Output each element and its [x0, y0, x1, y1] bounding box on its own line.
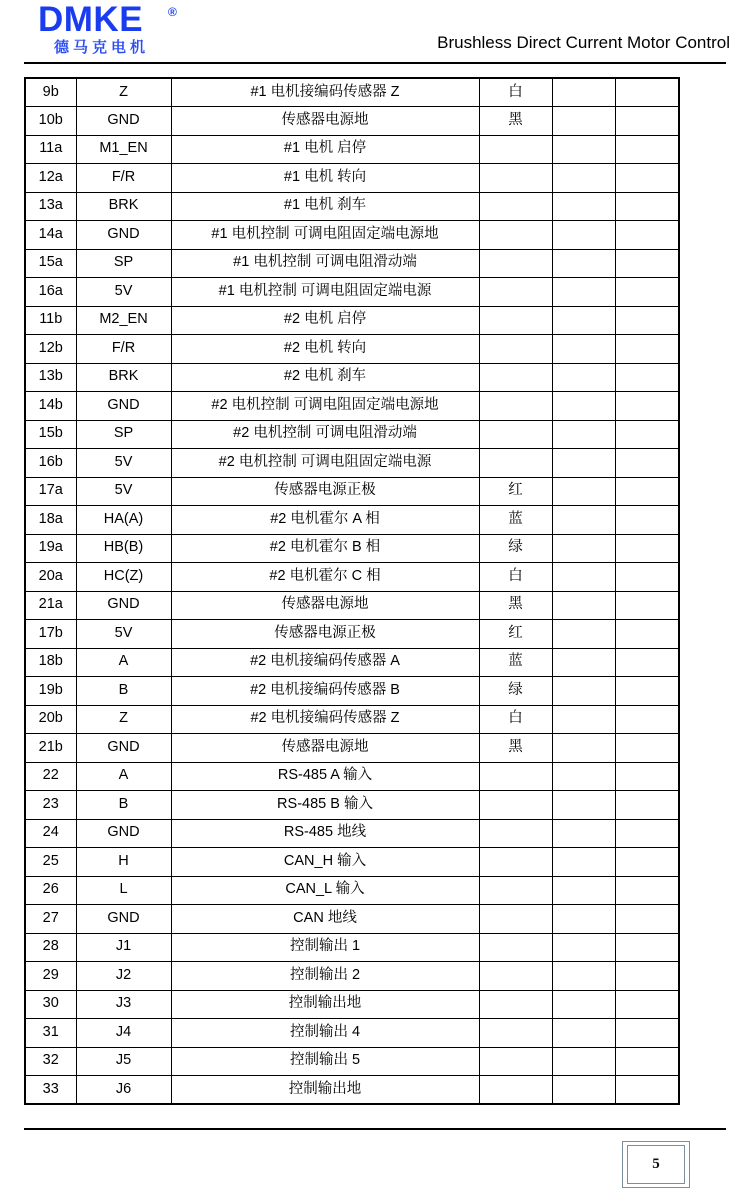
- cell-extra-1: [552, 563, 615, 592]
- cell-extra-1: [552, 107, 615, 136]
- cell-signal: GND: [76, 392, 171, 421]
- cell-description: #2 电机控制 可调电阻滑动端: [171, 420, 479, 449]
- cell-signal: SP: [76, 420, 171, 449]
- cell-pin: 11a: [25, 135, 76, 164]
- cell-wire-color: [479, 819, 552, 848]
- cell-extra-1: [552, 1076, 615, 1105]
- cell-extra-2: [615, 249, 679, 278]
- cell-description: RS-485 A 输入: [171, 762, 479, 791]
- cell-description: #1 电机 启停: [171, 135, 479, 164]
- table-row: [25, 933, 679, 962]
- cell-pin: 19b: [25, 677, 76, 706]
- cell-extra-2: [615, 506, 679, 535]
- cell-signal: B: [76, 677, 171, 706]
- cell-extra-1: [552, 819, 615, 848]
- cell-extra-2: [615, 791, 679, 820]
- pin-assignment-table: [24, 77, 680, 1105]
- table-row: [25, 905, 679, 934]
- cell-wire-color: [479, 1076, 552, 1105]
- cell-pin: 14b: [25, 392, 76, 421]
- cell-pin: 19a: [25, 534, 76, 563]
- cell-description: 控制输出 1: [171, 933, 479, 962]
- cell-wire-color: 白: [479, 563, 552, 592]
- cell-description: 控制输出地: [171, 1076, 479, 1105]
- table-row: [25, 819, 679, 848]
- table-row: [25, 677, 679, 706]
- cell-description: 传感器电源正极: [171, 620, 479, 649]
- cell-description: 传感器电源地: [171, 734, 479, 763]
- cell-wire-color: [479, 221, 552, 250]
- table-row: [25, 734, 679, 763]
- cell-signal: 5V: [76, 449, 171, 478]
- cell-wire-color: [479, 278, 552, 307]
- cell-wire-color: 白: [479, 78, 552, 107]
- cell-description: #2 电机控制 可调电阻固定端电源: [171, 449, 479, 478]
- brand-wordmark: DMKE: [38, 0, 144, 39]
- cell-description: #2 电机 启停: [171, 306, 479, 335]
- table-row: [25, 420, 679, 449]
- cell-extra-2: [615, 905, 679, 934]
- cell-description: CAN_L 输入: [171, 876, 479, 905]
- table-row: [25, 620, 679, 649]
- cell-extra-1: [552, 791, 615, 820]
- cell-description: #2 电机 刹车: [171, 363, 479, 392]
- cell-wire-color: [479, 905, 552, 934]
- cell-description: #1 电机接编码传感器 Z: [171, 78, 479, 107]
- cell-signal: A: [76, 648, 171, 677]
- pin-assignment-table-container: [24, 77, 678, 1105]
- cell-pin: 29: [25, 962, 76, 991]
- page-header: [0, 0, 750, 68]
- cell-extra-2: [615, 306, 679, 335]
- cell-signal: J6: [76, 1076, 171, 1105]
- cell-pin: 14a: [25, 221, 76, 250]
- cell-description: #2 电机接编码传感器 Z: [171, 705, 479, 734]
- cell-description: #2 电机接编码传感器 A: [171, 648, 479, 677]
- cell-pin: 28: [25, 933, 76, 962]
- cell-signal: J5: [76, 1047, 171, 1076]
- cell-description: CAN 地线: [171, 905, 479, 934]
- cell-wire-color: [479, 135, 552, 164]
- cell-description: CAN_H 输入: [171, 848, 479, 877]
- cell-extra-2: [615, 420, 679, 449]
- cell-signal: M2_EN: [76, 306, 171, 335]
- cell-pin: 30: [25, 990, 76, 1019]
- table-row: [25, 392, 679, 421]
- table-row: [25, 591, 679, 620]
- table-row: [25, 107, 679, 136]
- cell-pin: 18a: [25, 506, 76, 535]
- cell-extra-2: [615, 933, 679, 962]
- cell-pin: 12b: [25, 335, 76, 364]
- cell-extra-1: [552, 990, 615, 1019]
- cell-wire-color: [479, 306, 552, 335]
- cell-signal: GND: [76, 819, 171, 848]
- table-row: [25, 762, 679, 791]
- cell-signal: F/R: [76, 335, 171, 364]
- cell-extra-2: [615, 990, 679, 1019]
- cell-extra-2: [615, 392, 679, 421]
- cell-description: #1 电机控制 可调电阻固定端电源地: [171, 221, 479, 250]
- cell-extra-2: [615, 848, 679, 877]
- cell-signal: 5V: [76, 477, 171, 506]
- cell-signal: GND: [76, 734, 171, 763]
- cell-pin: 17a: [25, 477, 76, 506]
- cell-description: 控制输出 2: [171, 962, 479, 991]
- table-row: [25, 563, 679, 592]
- cell-signal: SP: [76, 249, 171, 278]
- cell-signal: J3: [76, 990, 171, 1019]
- table-row: [25, 962, 679, 991]
- cell-pin: 23: [25, 791, 76, 820]
- cell-extra-1: [552, 591, 615, 620]
- page-number-badge: [622, 1141, 690, 1188]
- cell-description: #1 电机控制 可调电阻固定端电源: [171, 278, 479, 307]
- cell-extra-2: [615, 876, 679, 905]
- cell-wire-color: [479, 392, 552, 421]
- cell-extra-1: [552, 78, 615, 107]
- table-row: [25, 791, 679, 820]
- cell-extra-2: [615, 164, 679, 193]
- cell-signal: J4: [76, 1019, 171, 1048]
- table-row: [25, 306, 679, 335]
- brand-chinese-name: 德马克电机: [54, 38, 150, 56]
- cell-extra-1: [552, 335, 615, 364]
- cell-wire-color: 红: [479, 477, 552, 506]
- cell-description: 控制输出 4: [171, 1019, 479, 1048]
- cell-wire-color: [479, 791, 552, 820]
- cell-pin: 25: [25, 848, 76, 877]
- cell-extra-2: [615, 335, 679, 364]
- cell-wire-color: 绿: [479, 534, 552, 563]
- table-row: [25, 135, 679, 164]
- cell-extra-2: [615, 221, 679, 250]
- cell-wire-color: 绿: [479, 677, 552, 706]
- cell-wire-color: [479, 848, 552, 877]
- cell-extra-2: [615, 591, 679, 620]
- registered-trademark-icon: ®: [168, 5, 177, 19]
- cell-extra-1: [552, 705, 615, 734]
- cell-extra-2: [615, 705, 679, 734]
- cell-extra-1: [552, 1047, 615, 1076]
- cell-extra-1: [552, 363, 615, 392]
- pin-table-body: [25, 78, 679, 1104]
- cell-wire-color: [479, 933, 552, 962]
- page-number: 5: [652, 1156, 660, 1172]
- cell-description: 传感器电源地: [171, 591, 479, 620]
- page-title: Brushless Direct Current Motor Control: [437, 33, 730, 52]
- cell-extra-2: [615, 449, 679, 478]
- cell-signal: F/R: [76, 164, 171, 193]
- cell-pin: 21a: [25, 591, 76, 620]
- cell-extra-1: [552, 848, 615, 877]
- cell-description: 控制输出地: [171, 990, 479, 1019]
- table-row: [25, 249, 679, 278]
- cell-signal: J1: [76, 933, 171, 962]
- cell-signal: M1_EN: [76, 135, 171, 164]
- cell-signal: L: [76, 876, 171, 905]
- cell-extra-2: [615, 107, 679, 136]
- table-row: [25, 876, 679, 905]
- table-row: [25, 164, 679, 193]
- cell-wire-color: [479, 990, 552, 1019]
- cell-extra-1: [552, 221, 615, 250]
- cell-extra-2: [615, 762, 679, 791]
- cell-wire-color: [479, 1019, 552, 1048]
- cell-pin: 13b: [25, 363, 76, 392]
- table-row: [25, 1019, 679, 1048]
- cell-description: #2 电机接编码传感器 B: [171, 677, 479, 706]
- header-divider: [24, 62, 726, 64]
- cell-pin: 27: [25, 905, 76, 934]
- table-row: [25, 506, 679, 535]
- cell-pin: 17b: [25, 620, 76, 649]
- cell-extra-1: [552, 477, 615, 506]
- cell-extra-2: [615, 563, 679, 592]
- cell-extra-1: [552, 306, 615, 335]
- cell-extra-2: [615, 620, 679, 649]
- cell-description: #2 电机霍尔 B 相: [171, 534, 479, 563]
- cell-wire-color: [479, 420, 552, 449]
- cell-wire-color: 黑: [479, 107, 552, 136]
- cell-pin: 13a: [25, 192, 76, 221]
- cell-extra-2: [615, 534, 679, 563]
- table-row: [25, 192, 679, 221]
- cell-extra-1: [552, 933, 615, 962]
- cell-description: #2 电机霍尔 A 相: [171, 506, 479, 535]
- cell-extra-1: [552, 762, 615, 791]
- cell-extra-1: [552, 962, 615, 991]
- table-row: [25, 534, 679, 563]
- cell-pin: 26: [25, 876, 76, 905]
- cell-wire-color: [479, 962, 552, 991]
- cell-pin: 10b: [25, 107, 76, 136]
- cell-signal: J2: [76, 962, 171, 991]
- cell-wire-color: [479, 164, 552, 193]
- cell-extra-2: [615, 135, 679, 164]
- cell-wire-color: [479, 363, 552, 392]
- cell-extra-1: [552, 192, 615, 221]
- cell-pin: 21b: [25, 734, 76, 763]
- cell-extra-1: [552, 876, 615, 905]
- cell-pin: 22: [25, 762, 76, 791]
- cell-extra-2: [615, 1019, 679, 1048]
- cell-description: 传感器电源地: [171, 107, 479, 136]
- cell-wire-color: 红: [479, 620, 552, 649]
- cell-signal: GND: [76, 221, 171, 250]
- cell-pin: 18b: [25, 648, 76, 677]
- cell-signal: GND: [76, 591, 171, 620]
- cell-pin: 15b: [25, 420, 76, 449]
- cell-wire-color: [479, 192, 552, 221]
- cell-pin: 16a: [25, 278, 76, 307]
- cell-extra-1: [552, 534, 615, 563]
- table-row: [25, 848, 679, 877]
- cell-wire-color: 白: [479, 705, 552, 734]
- table-row: [25, 990, 679, 1019]
- table-row: [25, 78, 679, 107]
- dmke-logo: [38, 2, 238, 60]
- cell-pin: 11b: [25, 306, 76, 335]
- cell-extra-1: [552, 449, 615, 478]
- cell-description: RS-485 B 输入: [171, 791, 479, 820]
- cell-extra-2: [615, 477, 679, 506]
- cell-extra-1: [552, 249, 615, 278]
- cell-extra-1: [552, 905, 615, 934]
- cell-extra-1: [552, 506, 615, 535]
- cell-signal: GND: [76, 107, 171, 136]
- cell-wire-color: 黑: [479, 734, 552, 763]
- table-row: [25, 477, 679, 506]
- cell-description: 控制输出 5: [171, 1047, 479, 1076]
- cell-pin: 16b: [25, 449, 76, 478]
- table-row: [25, 1047, 679, 1076]
- cell-extra-1: [552, 164, 615, 193]
- cell-extra-1: [552, 677, 615, 706]
- cell-extra-2: [615, 278, 679, 307]
- cell-description: #1 电机 转向: [171, 164, 479, 193]
- table-row: [25, 278, 679, 307]
- cell-wire-color: [479, 249, 552, 278]
- cell-extra-2: [615, 192, 679, 221]
- cell-extra-2: [615, 363, 679, 392]
- table-row: [25, 449, 679, 478]
- cell-signal: BRK: [76, 363, 171, 392]
- cell-signal: HC(Z): [76, 563, 171, 592]
- cell-signal: HA(A): [76, 506, 171, 535]
- cell-extra-1: [552, 1019, 615, 1048]
- cell-extra-1: [552, 648, 615, 677]
- cell-signal: 5V: [76, 278, 171, 307]
- cell-extra-2: [615, 962, 679, 991]
- cell-extra-2: [615, 1047, 679, 1076]
- footer-divider: [24, 1128, 726, 1130]
- cell-extra-2: [615, 648, 679, 677]
- cell-extra-2: [615, 819, 679, 848]
- cell-wire-color: 蓝: [479, 648, 552, 677]
- cell-wire-color: 黑: [479, 591, 552, 620]
- cell-pin: 24: [25, 819, 76, 848]
- table-row: [25, 221, 679, 250]
- cell-wire-color: [479, 876, 552, 905]
- cell-description: 传感器电源正极: [171, 477, 479, 506]
- cell-signal: GND: [76, 905, 171, 934]
- cell-wire-color: [479, 762, 552, 791]
- cell-wire-color: [479, 449, 552, 478]
- cell-extra-2: [615, 734, 679, 763]
- cell-signal: Z: [76, 78, 171, 107]
- cell-description: #2 电机霍尔 C 相: [171, 563, 479, 592]
- cell-description: #1 电机控制 可调电阻滑动端: [171, 249, 479, 278]
- table-row: [25, 648, 679, 677]
- cell-description: #1 电机 刹车: [171, 192, 479, 221]
- table-row: [25, 335, 679, 364]
- cell-pin: 33: [25, 1076, 76, 1105]
- cell-extra-1: [552, 278, 615, 307]
- cell-signal: B: [76, 791, 171, 820]
- cell-signal: A: [76, 762, 171, 791]
- cell-extra-2: [615, 1076, 679, 1105]
- cell-signal: BRK: [76, 192, 171, 221]
- cell-wire-color: [479, 1047, 552, 1076]
- table-row: [25, 1076, 679, 1105]
- table-row: [25, 363, 679, 392]
- cell-extra-2: [615, 677, 679, 706]
- cell-extra-1: [552, 620, 615, 649]
- cell-pin: 31: [25, 1019, 76, 1048]
- table-row: [25, 705, 679, 734]
- cell-pin: 20b: [25, 705, 76, 734]
- cell-wire-color: 蓝: [479, 506, 552, 535]
- cell-wire-color: [479, 335, 552, 364]
- cell-extra-2: [615, 78, 679, 107]
- cell-extra-1: [552, 734, 615, 763]
- cell-extra-1: [552, 135, 615, 164]
- cell-description: #2 电机控制 可调电阻固定端电源地: [171, 392, 479, 421]
- cell-pin: 32: [25, 1047, 76, 1076]
- cell-description: RS-485 地线: [171, 819, 479, 848]
- cell-extra-1: [552, 392, 615, 421]
- cell-signal: H: [76, 848, 171, 877]
- cell-signal: 5V: [76, 620, 171, 649]
- cell-pin: 15a: [25, 249, 76, 278]
- cell-description: #2 电机 转向: [171, 335, 479, 364]
- cell-signal: HB(B): [76, 534, 171, 563]
- cell-signal: Z: [76, 705, 171, 734]
- cell-pin: 12a: [25, 164, 76, 193]
- cell-pin: 9b: [25, 78, 76, 107]
- cell-extra-1: [552, 420, 615, 449]
- cell-pin: 20a: [25, 563, 76, 592]
